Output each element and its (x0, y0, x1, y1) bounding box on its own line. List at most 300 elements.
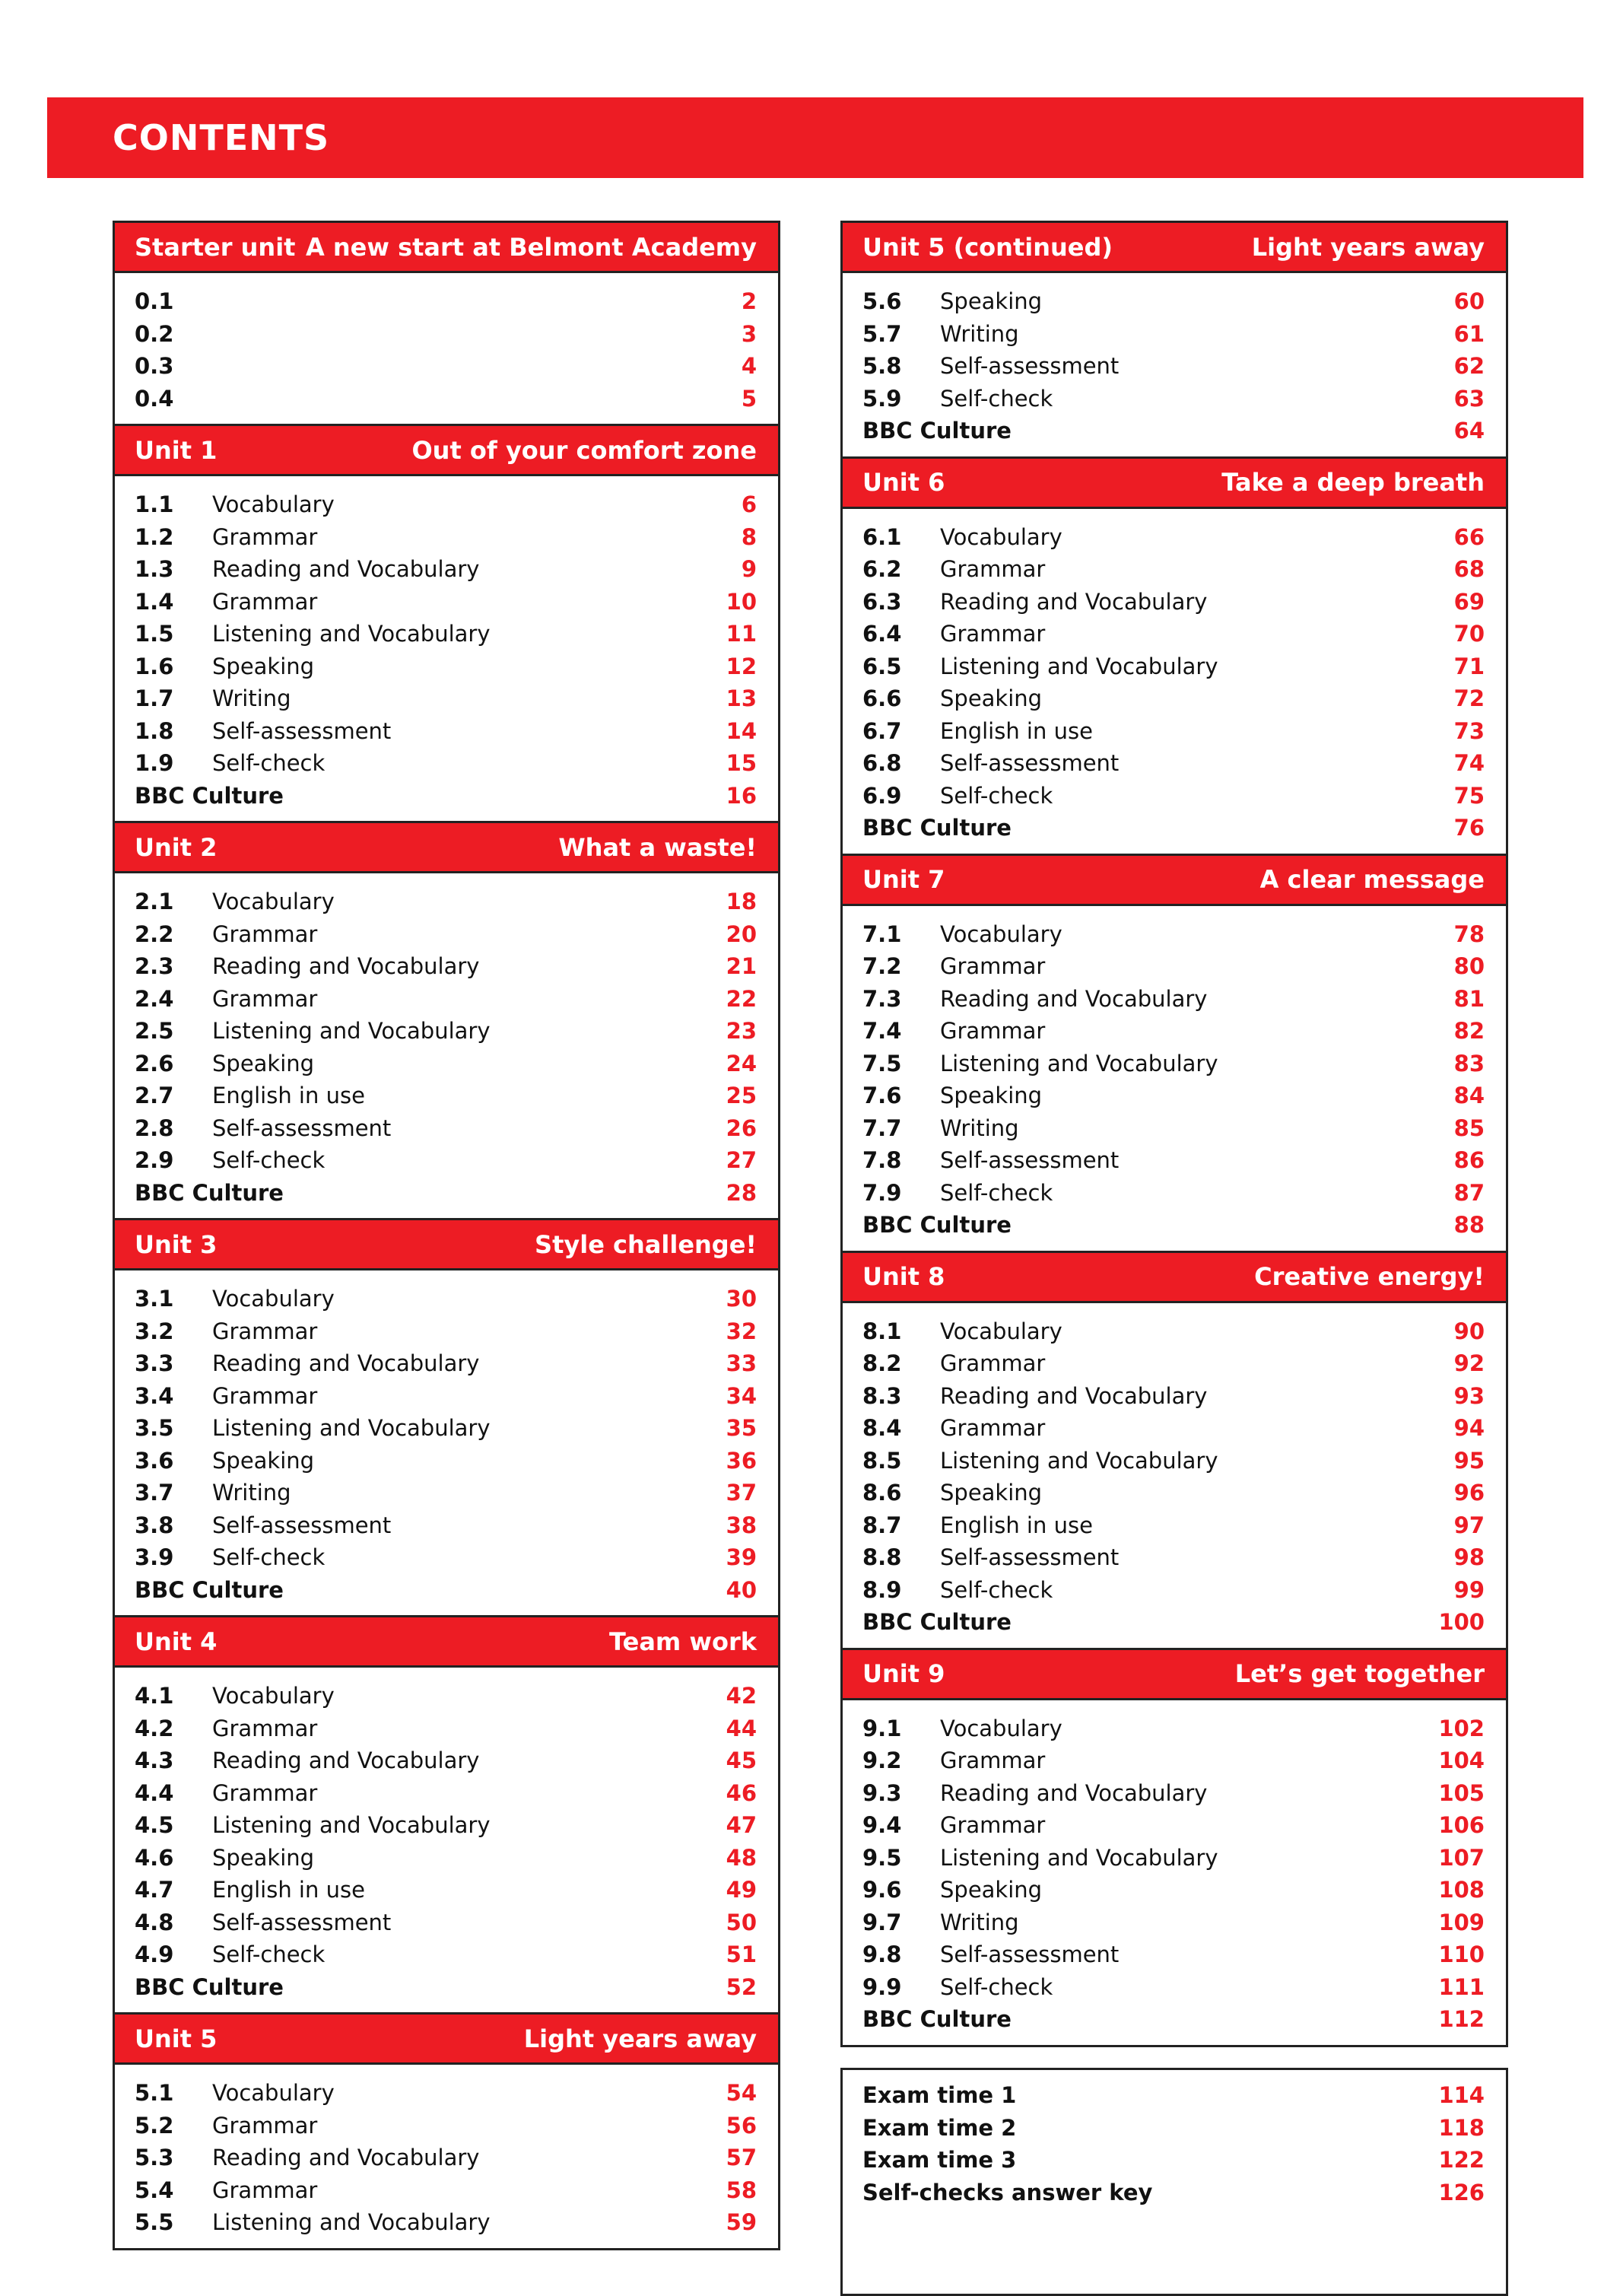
toc-entry[interactable] (862, 1574, 1485, 1607)
toc-entry[interactable] (862, 1842, 1485, 1875)
entry-page: 4 (741, 353, 757, 380)
toc-entry[interactable] (135, 1347, 757, 1380)
entry-label: Grammar (940, 1415, 1046, 1442)
entry-page: 30 (726, 1286, 757, 1312)
entry-page: 23 (726, 1018, 757, 1045)
entry-label: Self-assessment (212, 1909, 392, 1935)
entry-label: Listening and Vocabulary (940, 653, 1218, 679)
entry-label: Listening and Vocabulary (212, 2209, 491, 2236)
entry-label: Grammar (940, 953, 1046, 980)
toc-entry[interactable] (862, 1712, 1485, 1745)
toc-entry[interactable] (135, 2142, 757, 2174)
toc-entry[interactable] (862, 1477, 1485, 1509)
entry-label: English in use (940, 717, 1093, 744)
toc-entry[interactable] (135, 586, 757, 619)
toc-entry[interactable] (135, 886, 757, 918)
toc-entry[interactable] (862, 1906, 1485, 1939)
unit-title: Light years away (523, 2024, 757, 2053)
entry-page: 24 (726, 1050, 757, 1076)
toc-entry[interactable] (862, 1509, 1485, 1542)
entry-number: 2.4 (135, 985, 174, 1012)
entry-label: Speaking (940, 685, 1043, 712)
toc-entry[interactable] (862, 983, 1485, 1016)
toc-entry[interactable] (862, 715, 1485, 748)
entry-label: Grammar (212, 523, 318, 550)
entry-page: 111 (1438, 1973, 1485, 2000)
entry-label: BBC Culture (135, 1179, 284, 1206)
entry-number: 8.3 (862, 1382, 902, 1409)
entry-label: Grammar (940, 1747, 1046, 1774)
entry-number: 6.5 (862, 653, 902, 679)
entry-page: 39 (726, 1544, 757, 1571)
entry-label: Grammar (212, 1715, 318, 1741)
entry-page: 106 (1438, 1812, 1485, 1839)
unit-name: Unit 8 (862, 1262, 945, 1291)
entry-number: 2.8 (135, 1115, 174, 1141)
unit-title: Style challenge! (535, 1229, 757, 1259)
toc-entry[interactable] (135, 682, 757, 715)
entry-label: Vocabulary (940, 523, 1062, 550)
toc-entry[interactable] (135, 918, 757, 951)
entry-page: 9 (741, 556, 757, 583)
unit-entries (115, 273, 778, 424)
entry-label: Reading and Vocabulary (212, 1350, 480, 1377)
toc-entry[interactable] (862, 1412, 1485, 1445)
toc-entry[interactable] (862, 586, 1485, 619)
unit-name: Unit 2 (135, 832, 218, 862)
toc-entry[interactable] (135, 1509, 757, 1542)
entry-label: Vocabulary (212, 1286, 335, 1312)
entry-number: 2.7 (135, 1083, 174, 1109)
entry-label: Speaking (940, 1083, 1043, 1109)
unit-block (113, 1617, 780, 2015)
toc-entry[interactable] (135, 1477, 757, 1509)
entry-number: 6.4 (862, 621, 902, 647)
entry-page: 110 (1438, 1941, 1485, 1968)
exam-page: 114 (1438, 2082, 1485, 2109)
entry-number: 1.5 (135, 621, 174, 647)
entry-label: Listening and Vocabulary (940, 1050, 1218, 1076)
toc-entry[interactable] (135, 747, 757, 780)
exam-entry[interactable] (862, 2079, 1485, 2112)
toc-entry[interactable] (862, 1177, 1485, 1210)
entry-label: Grammar (212, 1382, 318, 1409)
entry-page: 26 (726, 1115, 757, 1141)
toc-entry[interactable] (135, 1874, 757, 1906)
unit-header (115, 2015, 778, 2065)
exams-box (840, 2068, 1508, 2296)
toc-entry[interactable] (862, 812, 1485, 844)
exam-label: Self-checks answer key (862, 2179, 1153, 2205)
entry-number: 5.7 (862, 320, 902, 347)
toc-entry[interactable] (135, 1380, 757, 1413)
exam-entry[interactable] (862, 2112, 1485, 2145)
entry-number: 1.8 (135, 717, 174, 744)
contents-column-right (840, 221, 1508, 2047)
entry-page: 68 (1453, 556, 1485, 583)
entry-number: 3.8 (135, 1512, 174, 1538)
entry-page: 22 (726, 985, 757, 1012)
entry-page: 96 (1453, 1480, 1485, 1506)
toc-entry[interactable] (135, 1744, 757, 1777)
unit-header (115, 223, 778, 273)
toc-entry[interactable] (862, 780, 1485, 813)
entry-label: Speaking (212, 1844, 315, 1871)
unit-entries (115, 873, 778, 1218)
toc-entry[interactable] (135, 1315, 757, 1348)
toc-entry[interactable] (862, 2003, 1485, 2036)
entry-number: 7.9 (862, 1179, 902, 1206)
entry-page: 61 (1453, 320, 1485, 347)
toc-entry[interactable] (135, 650, 757, 683)
entry-page: 62 (1453, 353, 1485, 380)
unit-name: Unit 4 (135, 1627, 218, 1656)
entry-number: 9.6 (862, 1877, 902, 1903)
toc-entry[interactable] (135, 1412, 757, 1445)
entry-label: Grammar (212, 1318, 318, 1344)
toc-entry[interactable] (135, 1842, 757, 1875)
entry-page: 37 (726, 1480, 757, 1506)
entry-page: 57 (726, 2145, 757, 2171)
entry-page: 72 (1453, 685, 1485, 712)
toc-entry[interactable] (135, 521, 757, 554)
toc-entry[interactable] (862, 318, 1485, 351)
entry-number: 7.4 (862, 1018, 902, 1045)
exam-entry[interactable] (862, 2177, 1485, 2209)
toc-entry[interactable] (862, 1938, 1485, 1971)
exam-page: 118 (1438, 2114, 1485, 2141)
entry-label: Listening and Vocabulary (212, 1812, 491, 1839)
entry-page: 38 (726, 1512, 757, 1538)
unit-entries (843, 509, 1506, 854)
unit-title: Creative energy! (1254, 1262, 1485, 1291)
entry-label: English in use (212, 1083, 365, 1109)
entry-page: 97 (1453, 1512, 1485, 1538)
entry-page: 36 (726, 1447, 757, 1474)
entry-label: Grammar (212, 921, 318, 947)
entry-page: 74 (1453, 750, 1485, 777)
unit-header (843, 1650, 1506, 1700)
entry-number: 0.3 (135, 353, 174, 380)
unit-header (843, 223, 1506, 273)
entry-page: 42 (726, 1683, 757, 1709)
entry-number: 8.8 (862, 1544, 902, 1571)
exam-entry[interactable] (862, 2144, 1485, 2177)
entry-number: 7.6 (862, 1083, 902, 1109)
unit-name: Unit 1 (135, 435, 218, 465)
entry-label: Vocabulary (940, 1318, 1062, 1344)
entry-number: 3.5 (135, 1415, 174, 1442)
toc-entry[interactable] (862, 1445, 1485, 1477)
entry-label: Speaking (940, 288, 1043, 315)
entry-page: 80 (1453, 953, 1485, 980)
entry-page: 112 (1438, 2006, 1485, 2033)
entry-number: 4.3 (135, 1747, 174, 1774)
toc-entry[interactable] (135, 285, 757, 318)
entry-label: Writing (940, 1115, 1019, 1141)
entry-number: 2.3 (135, 953, 174, 980)
entry-label: Speaking (212, 1050, 315, 1076)
toc-entry[interactable] (135, 2110, 757, 2142)
toc-entry[interactable] (862, 918, 1485, 951)
entry-number: 5.5 (135, 2209, 174, 2236)
entry-page: 85 (1453, 1115, 1485, 1141)
toc-entry[interactable] (862, 1144, 1485, 1177)
toc-entry[interactable] (862, 1541, 1485, 1574)
entry-page: 105 (1438, 1779, 1485, 1806)
toc-entry[interactable] (862, 1744, 1485, 1777)
entry-page: 28 (726, 1179, 757, 1206)
unit-entries (843, 1700, 1506, 2045)
entry-label: Writing (212, 1480, 291, 1506)
entry-label: Self-check (940, 1179, 1053, 1206)
unit-entries (843, 1303, 1506, 1648)
entry-page: 95 (1453, 1447, 1485, 1474)
entry-number: 9.9 (862, 1973, 902, 2000)
toc-entry[interactable] (862, 1015, 1485, 1048)
entry-label: Writing (212, 685, 291, 712)
toc-entry[interactable] (135, 1777, 757, 1810)
entry-page: 90 (1453, 1318, 1485, 1344)
entry-label: Reading and Vocabulary (212, 2145, 480, 2171)
entry-page: 25 (726, 1083, 757, 1109)
unit-title: A new start at Belmont Academy (305, 232, 757, 262)
entry-page: 102 (1438, 1715, 1485, 1741)
entry-label: Listening and Vocabulary (940, 1844, 1218, 1871)
entry-label: Listening and Vocabulary (940, 1447, 1218, 1474)
toc-entry[interactable] (862, 1315, 1485, 1348)
toc-entry[interactable] (135, 1112, 757, 1145)
toc-entry[interactable] (135, 1971, 757, 2004)
toc-entry[interactable] (135, 1906, 757, 1939)
entry-label: Grammar (212, 1779, 318, 1806)
entry-number: 9.5 (862, 1844, 902, 1871)
entry-page: 94 (1453, 1415, 1485, 1442)
entry-label: Speaking (212, 1447, 315, 1474)
toc-entry[interactable] (862, 682, 1485, 715)
entry-label: Speaking (940, 1480, 1043, 1506)
toc-entry[interactable] (135, 618, 757, 650)
toc-entry[interactable] (135, 1015, 757, 1048)
entry-number: 9.8 (862, 1941, 902, 1968)
toc-entry[interactable] (135, 1283, 757, 1315)
entry-page: 86 (1453, 1147, 1485, 1174)
toc-entry[interactable] (135, 950, 757, 983)
unit-header (843, 856, 1506, 906)
entry-label: BBC Culture (862, 2006, 1012, 2033)
entry-label: Writing (940, 1909, 1019, 1935)
entry-label: Grammar (940, 1350, 1046, 1377)
toc-entry[interactable] (135, 1080, 757, 1112)
entry-label: Grammar (940, 1812, 1046, 1839)
entry-page: 93 (1453, 1382, 1485, 1409)
toc-entry[interactable] (135, 1445, 757, 1477)
unit-header (115, 426, 778, 476)
toc-entry[interactable] (135, 1177, 757, 1210)
toc-entry[interactable] (135, 1712, 757, 1745)
unit-title: What a waste! (558, 832, 757, 862)
entry-page: 99 (1453, 1576, 1485, 1603)
entry-page: 54 (726, 2080, 757, 2107)
entry-label: Vocabulary (212, 1683, 335, 1709)
toc-entry[interactable] (862, 1080, 1485, 1112)
entry-label: Self-check (212, 1147, 326, 1174)
entry-label: Listening and Vocabulary (212, 621, 491, 647)
entry-number: 1.4 (135, 588, 174, 615)
entry-number: 0.2 (135, 320, 174, 347)
toc-entry[interactable] (862, 415, 1485, 447)
entry-page: 44 (726, 1715, 757, 1741)
entry-page: 109 (1438, 1909, 1485, 1935)
toc-entry[interactable] (135, 1809, 757, 1842)
toc-entry[interactable] (135, 553, 757, 586)
entry-page: 51 (726, 1941, 757, 1968)
entry-label: Self-check (940, 1973, 1053, 2000)
entry-page: 92 (1453, 1350, 1485, 1377)
entry-number: 6.6 (862, 685, 902, 712)
entry-number: 4.7 (135, 1877, 174, 1903)
entry-label: Grammar (212, 2112, 318, 2139)
entry-number: 4.4 (135, 1779, 174, 1806)
entry-page: 73 (1453, 717, 1485, 744)
entry-number: 8.2 (862, 1350, 902, 1377)
exam-label: Exam time 3 (862, 2147, 1017, 2174)
toc-entry[interactable] (862, 1112, 1485, 1145)
unit-block (113, 426, 780, 823)
entry-page: 88 (1453, 1212, 1485, 1239)
entry-number: 2.6 (135, 1050, 174, 1076)
entry-page: 2 (741, 288, 757, 315)
entry-page: 84 (1453, 1083, 1485, 1109)
entry-label: Reading and Vocabulary (212, 953, 480, 980)
entry-label: Reading and Vocabulary (940, 1779, 1208, 1806)
entry-number: 4.1 (135, 1683, 174, 1709)
toc-entry[interactable] (135, 1048, 757, 1080)
entry-page: 87 (1453, 1179, 1485, 1206)
unit-name: Unit 3 (135, 1229, 218, 1259)
unit-name: Unit 5 (continued) (862, 232, 1113, 262)
entry-number: 5.2 (135, 2112, 174, 2139)
entry-label: Speaking (940, 1877, 1043, 1903)
entry-page: 108 (1438, 1877, 1485, 1903)
entry-page: 60 (1453, 288, 1485, 315)
entry-number: 0.1 (135, 288, 174, 315)
entry-number: 1.2 (135, 523, 174, 550)
toc-entry[interactable] (862, 747, 1485, 780)
entry-page: 82 (1453, 1018, 1485, 1045)
unit-title: Team work (609, 1627, 757, 1656)
toc-entry[interactable] (862, 1380, 1485, 1413)
exam-label: Exam time 1 (862, 2082, 1017, 2109)
toc-entry[interactable] (862, 1347, 1485, 1380)
toc-entry[interactable] (135, 2206, 757, 2239)
entry-number: 6.3 (862, 588, 902, 615)
entry-page: 75 (1453, 782, 1485, 809)
toc-entry[interactable] (135, 383, 757, 415)
toc-entry[interactable] (862, 650, 1485, 683)
entry-number: 3.9 (135, 1544, 174, 1571)
toc-entry[interactable] (135, 1144, 757, 1177)
entry-number: 1.1 (135, 491, 174, 518)
toc-entry[interactable] (135, 1574, 757, 1607)
entry-page: 3 (741, 320, 757, 347)
toc-entry[interactable] (135, 983, 757, 1016)
toc-entry[interactable] (135, 715, 757, 748)
unit-name: Unit 9 (862, 1659, 945, 1688)
entry-number: 2.5 (135, 1018, 174, 1045)
entry-number: 7.7 (862, 1115, 902, 1141)
entry-label: BBC Culture (135, 1973, 284, 2000)
entry-label: Vocabulary (212, 491, 335, 518)
toc-entry[interactable] (135, 1541, 757, 1574)
toc-entry[interactable] (135, 1680, 757, 1712)
toc-entry[interactable] (135, 318, 757, 351)
entry-number: 7.2 (862, 953, 902, 980)
unit-header (843, 459, 1506, 509)
toc-entry[interactable] (135, 780, 757, 813)
toc-entry[interactable] (862, 1874, 1485, 1906)
toc-entry[interactable] (862, 553, 1485, 586)
toc-entry[interactable] (135, 350, 757, 383)
toc-entry[interactable] (862, 618, 1485, 650)
entry-page: 8 (741, 523, 757, 550)
toc-entry[interactable] (862, 1209, 1485, 1242)
toc-entry[interactable] (862, 383, 1485, 415)
toc-entry[interactable] (862, 1809, 1485, 1842)
entry-label: Grammar (212, 2177, 318, 2203)
toc-entry[interactable] (135, 1938, 757, 1971)
entry-page: 35 (726, 1415, 757, 1442)
toc-entry[interactable] (862, 521, 1485, 554)
toc-entry[interactable] (862, 1048, 1485, 1080)
entry-label: Self-check (940, 385, 1053, 412)
toc-entry[interactable] (135, 488, 757, 521)
entry-number: 5.1 (135, 2080, 174, 2107)
entry-number: 7.3 (862, 985, 902, 1012)
entry-number: 3.4 (135, 1382, 174, 1409)
entry-number: 6.1 (862, 523, 902, 550)
entry-label: Listening and Vocabulary (212, 1415, 491, 1442)
entry-number: 4.6 (135, 1844, 174, 1871)
toc-entry[interactable] (862, 950, 1485, 983)
toc-entry[interactable] (862, 350, 1485, 383)
toc-entry[interactable] (862, 285, 1485, 318)
unit-name: Unit 5 (135, 2024, 218, 2053)
toc-entry[interactable] (862, 1777, 1485, 1810)
entry-label: Self-assessment (212, 1512, 392, 1538)
contents-column-left (113, 221, 780, 2250)
entry-number: 7.8 (862, 1147, 902, 1174)
toc-entry[interactable] (862, 1606, 1485, 1639)
entry-number: 5.4 (135, 2177, 174, 2203)
entry-number: 8.1 (862, 1318, 902, 1344)
entry-page: 18 (726, 889, 757, 915)
toc-entry[interactable] (135, 2174, 757, 2207)
unit-block (113, 2015, 780, 2250)
toc-entry[interactable] (862, 1971, 1485, 2004)
unit-name: Unit 6 (862, 468, 945, 497)
exam-page: 126 (1438, 2179, 1485, 2205)
entry-number: 7.1 (862, 921, 902, 947)
toc-entry[interactable] (135, 2077, 757, 2110)
entry-label: Self-check (212, 750, 326, 777)
entry-number: 1.3 (135, 556, 174, 583)
entry-page: 33 (726, 1350, 757, 1377)
entry-number: 9.1 (862, 1715, 902, 1741)
unit-title: Out of your comfort zone (411, 435, 757, 465)
entry-number: 3.2 (135, 1318, 174, 1344)
unit-entries (115, 2065, 778, 2248)
